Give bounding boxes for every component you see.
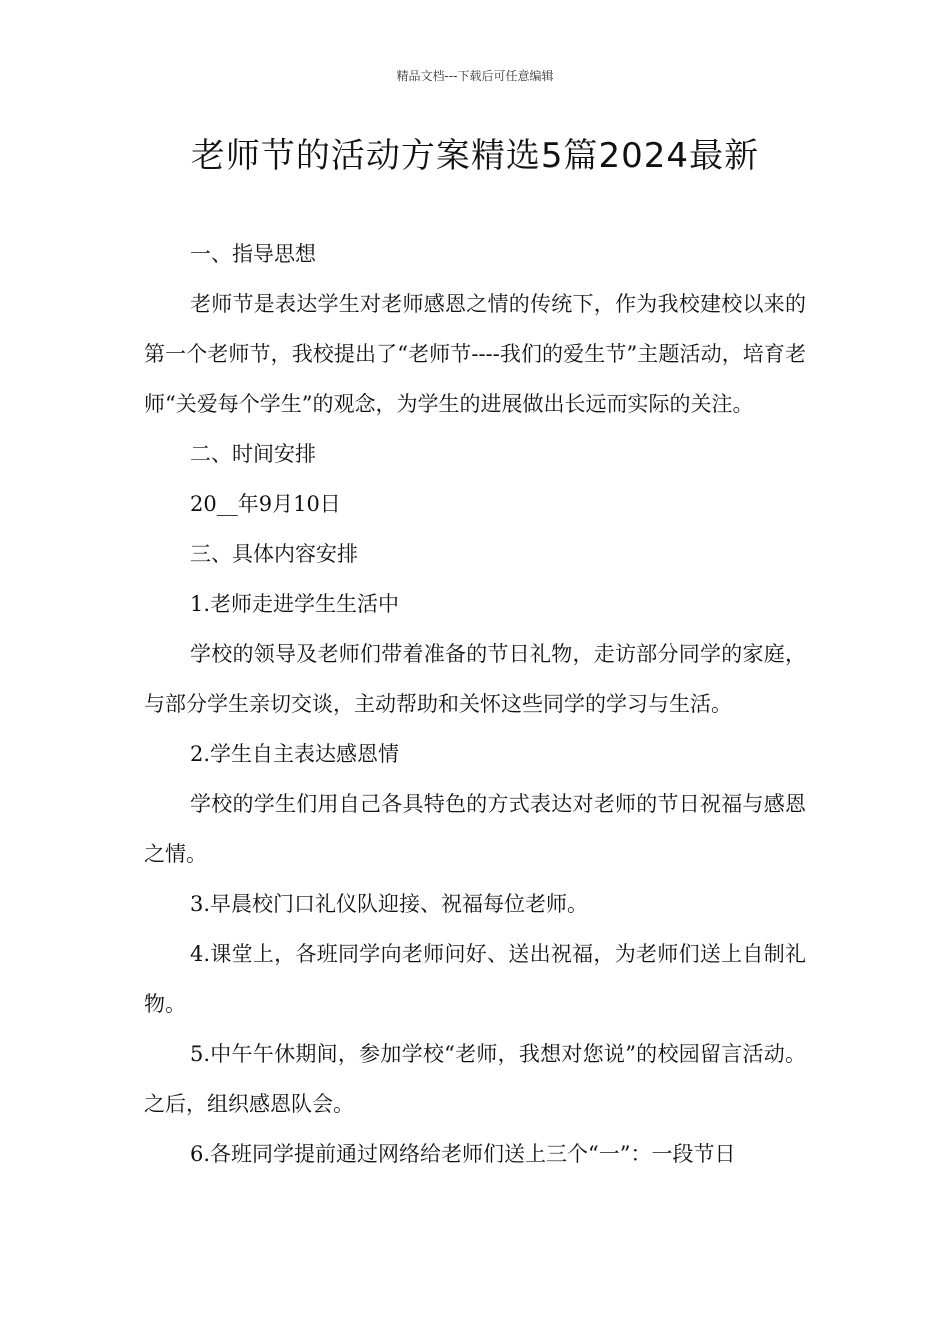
document-body xyxy=(144,229,806,1179)
paragraph: 1.老师走进学生生活中 xyxy=(190,592,400,616)
paragraph: 二、时间安排 xyxy=(190,442,316,466)
paragraph: 老师节是表达学生对老师感恩之情的传统下，作为我校建校以来的第一个老师节，我校提出了“老师节----我们的爱生节”主题活动，培育老师“关爱每个学生”的观念，为学生的进展做出长远而实际的关注。 xyxy=(144,292,806,416)
paragraph: 20__年9月10日 xyxy=(190,492,341,516)
paragraph: 2.学生自主表达感恩情 xyxy=(190,742,400,766)
header-note: 精品文档---下载后可任意编辑 xyxy=(396,69,554,83)
paragraph: 4.课堂上，各班同学向老师问好、送出祝福，为老师们送上自制礼物。 xyxy=(144,942,806,1016)
paragraph: 5.中午午休期间，参加学校“老师，我想对您说”的校园留言活动。之后，组织感恩队会。 xyxy=(144,1042,806,1116)
paragraph: 6.各班同学提前通过网络给老师们送上三个“一”：一段节日 xyxy=(190,1142,736,1166)
document-title: 老师节的活动方案精选5篇2024最新 xyxy=(190,136,760,176)
paragraph: 学校的领导及老师们带着准备的节日礼物，走访部分同学的家庭，与部分学生亲切交谈，主动帮助和关怀这些同学的学习与生活。 xyxy=(144,642,806,716)
paragraph: 三、具体内容安排 xyxy=(190,542,358,566)
paragraph: 学校的学生们用自己各具特色的方式表达对老师的节日祝福与感恩之情。 xyxy=(144,792,806,866)
paragraph: 一、指导思想 xyxy=(190,242,316,266)
paragraph: 3.早晨校门口礼仪队迎接、祝福每位老师。 xyxy=(190,892,589,916)
